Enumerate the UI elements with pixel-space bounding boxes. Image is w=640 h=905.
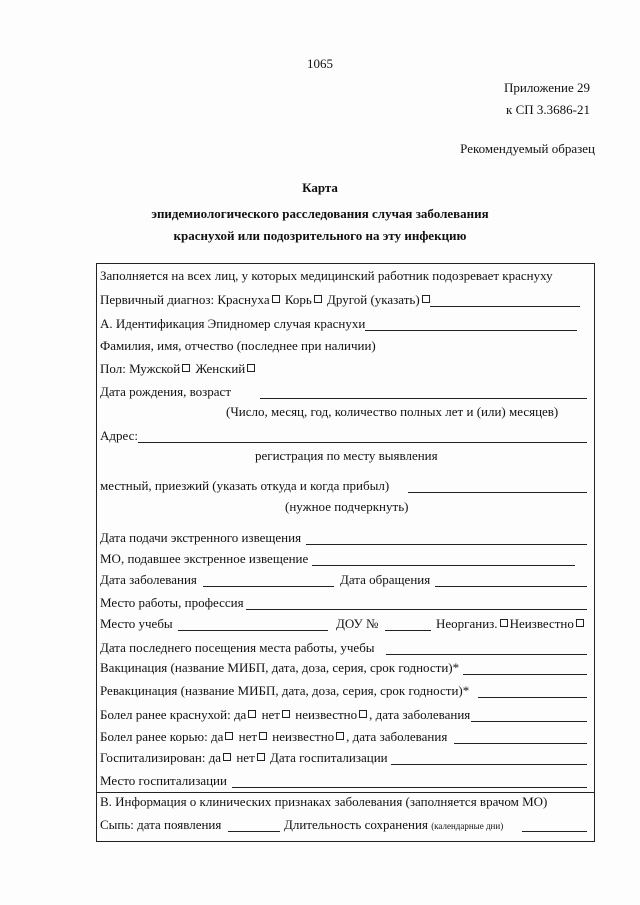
dates-row — [100, 572, 590, 590]
measles-history-label: Болел ранее корью: да — [100, 729, 224, 744]
hospitalization-date-label: Дата госпитализации — [270, 750, 388, 765]
notice-mo-field[interactable] — [312, 565, 575, 566]
rubella-no-checkbox[interactable] — [282, 710, 290, 718]
measles-no-option: нет — [238, 729, 258, 744]
diagnosis-label: Первичный диагноз: Краснуха — [100, 292, 270, 307]
rash-label: Сыпь: дата появления — [100, 817, 222, 832]
rubella-checkbox[interactable] — [272, 295, 280, 303]
measles-date-label: , дата заболевания — [346, 729, 448, 744]
rash-duration-label: Длительность сохранения — [284, 817, 428, 832]
rash-row — [100, 817, 590, 835]
origin-field[interactable] — [408, 492, 587, 493]
address-field[interactable] — [138, 442, 587, 443]
rash-duration-field[interactable] — [522, 831, 587, 832]
unorganized-option: Неорганиз. — [436, 616, 498, 631]
origin-label: местный, приезжий (указать откуда и когда прибыл) — [100, 478, 390, 493]
hospitalized-no-checkbox[interactable] — [257, 753, 265, 761]
last-visit-row — [100, 640, 590, 658]
study-field[interactable] — [178, 630, 328, 631]
work-field[interactable] — [246, 609, 587, 610]
identification-label: А. Идентификация Эпидномер случая краснухи — [100, 316, 366, 331]
measles-unknown-option: неизвестно — [272, 729, 335, 744]
identification-row — [100, 316, 590, 334]
address-row — [100, 428, 590, 446]
dou-field[interactable] — [385, 630, 431, 631]
birth-hint: (Число, месяц, год, количество полных лет и (или) месяцев) — [226, 404, 559, 419]
illness-date-field[interactable] — [203, 586, 334, 587]
vaccination-field[interactable] — [463, 674, 587, 675]
hospital-place-label: Место госпитализации — [100, 773, 227, 788]
notice-date-row — [100, 530, 590, 548]
male-checkbox[interactable] — [182, 364, 190, 372]
full-name-row — [100, 338, 590, 356]
diagnosis-field[interactable] — [430, 306, 580, 307]
female-option: Женский — [195, 361, 246, 376]
sex-row — [100, 361, 590, 379]
vaccination-row — [100, 660, 590, 678]
section-b-heading: В. Информация о клинических признаках заболевания (заполняется врачом МО) — [100, 794, 548, 809]
study-label: Место учебы — [100, 616, 173, 631]
vaccination-label: Вакцинация (название МИБП, дата, доза, серия, срок годности)* — [100, 660, 460, 675]
appendix-label: Приложение 29 — [503, 80, 590, 95]
address-label: Адрес: — [100, 428, 138, 443]
measles-date-field[interactable] — [454, 743, 587, 744]
hospital-place-row — [100, 773, 590, 791]
unknown-checkbox[interactable] — [576, 619, 584, 627]
birth-row — [100, 384, 590, 402]
recommended-sample-label: Рекомендуемый образец — [460, 141, 595, 156]
dou-label: ДОУ № — [336, 616, 379, 631]
measles-history-row — [100, 729, 590, 747]
rubella-history-label: Болел ранее краснухой: да — [100, 707, 247, 722]
hospitalized-yes-checkbox[interactable] — [223, 753, 231, 761]
origin-row — [100, 478, 590, 496]
regulation-reference: к СП 3.3686-21 — [506, 102, 590, 117]
measles-yes-checkbox[interactable] — [225, 732, 233, 740]
work-row — [100, 595, 590, 613]
hospitalized-no-option: нет — [236, 750, 255, 765]
address-hint: регистрация по месту выявления — [255, 448, 438, 463]
measles-option: Корь — [284, 292, 312, 307]
hospitalized-row — [100, 750, 590, 768]
title-line-3: краснухой или подозрительного на эту инфекцию — [173, 228, 467, 243]
hospital-place-field[interactable] — [232, 787, 587, 788]
notice-mo-row — [100, 551, 590, 569]
study-row — [100, 616, 590, 634]
other-checkbox[interactable] — [422, 295, 430, 303]
rubella-no-option: нет — [261, 707, 280, 722]
measles-unknown-checkbox[interactable] — [336, 732, 344, 740]
diagnosis-row — [100, 292, 590, 310]
unorganized-checkbox[interactable] — [500, 619, 508, 627]
unknown-option: Неизвестно — [509, 616, 574, 631]
title-line-1: Карта — [302, 180, 338, 195]
appeal-date-label: Дата обращения — [340, 572, 431, 587]
measles-no-checkbox[interactable] — [259, 732, 267, 740]
rubella-date-label: , дата заболевания — [369, 707, 471, 722]
rash-date-field[interactable] — [228, 831, 280, 832]
notice-date-label: Дата подачи экстренного извещения — [100, 530, 302, 545]
revaccination-field[interactable] — [478, 697, 587, 698]
birth-field[interactable] — [260, 398, 587, 399]
rubella-history-row — [100, 707, 590, 725]
hospitalization-date-field[interactable] — [391, 764, 587, 765]
revaccination-label: Ревакцинация (название МИБП, дата, доза, серия, срок годности)* — [100, 683, 470, 698]
rash-days-hint: (календарные дни) — [431, 821, 504, 831]
appeal-date-field[interactable] — [435, 586, 587, 587]
notice-mo-label: МО, подавшее экстренное извещение — [100, 551, 309, 566]
notice-date-field[interactable] — [306, 544, 587, 545]
measles-checkbox[interactable] — [314, 295, 322, 303]
birth-label: Дата рождения, возраст — [100, 384, 232, 399]
illness-date-label: Дата заболевания — [100, 572, 197, 587]
rubella-yes-checkbox[interactable] — [248, 710, 256, 718]
other-option: Другой (указать) — [327, 292, 420, 307]
last-visit-label: Дата последнего посещения места работы, учебы — [100, 640, 375, 655]
rubella-unknown-checkbox[interactable] — [359, 710, 367, 718]
form-intro-row — [100, 268, 590, 286]
title-line-2: эпидемиологического расследования случая заболевания — [151, 206, 489, 221]
full-name-label: Фамилия, имя, отчество (последнее при наличии) — [100, 338, 376, 353]
rubella-unknown-option: неизвестно — [295, 707, 358, 722]
sex-label: Пол: Мужской — [100, 361, 181, 376]
case-number-field[interactable] — [365, 330, 577, 331]
origin-hint: (нужное подчеркнуть) — [285, 499, 409, 514]
form-intro: Заполняется на всех лиц, у которых медицинский работник подозревает краснуху — [100, 268, 553, 283]
page-number: 1065 — [307, 56, 333, 71]
hospitalized-label: Госпитализирован: да — [100, 750, 222, 765]
section-b-row — [100, 794, 590, 812]
revaccination-row — [100, 683, 590, 701]
female-checkbox[interactable] — [247, 364, 255, 372]
last-visit-field[interactable] — [386, 654, 587, 655]
work-label: Место работы, профессия — [100, 595, 244, 610]
rubella-date-field[interactable] — [471, 721, 587, 722]
section-divider — [96, 792, 595, 793]
